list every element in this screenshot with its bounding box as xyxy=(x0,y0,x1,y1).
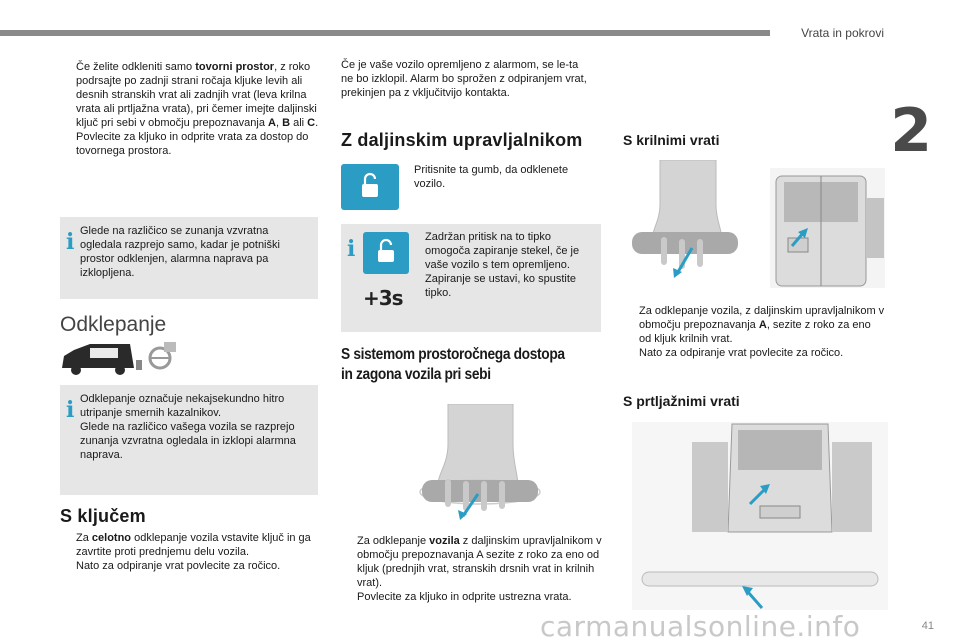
list-item: Pritisnite ta gumb, da odklenete vozilo. xyxy=(398,163,598,191)
keyless-section-title: S sistemom prostoročnega dostopa in zagona vozila pri sebi xyxy=(341,346,565,383)
info-icon: i xyxy=(66,397,75,423)
tailgate-title: S prtljažnimi vrati xyxy=(623,393,740,409)
bullet-icon xyxy=(60,559,76,573)
door-handle-illustration xyxy=(630,160,740,280)
wing-bullets xyxy=(623,304,885,360)
chapter-number: 2 xyxy=(890,96,932,166)
list-item: Povlecite za kljuko in odprite ustrezna vrata. xyxy=(341,590,603,604)
info-box-windows xyxy=(341,224,601,332)
bullet-icon xyxy=(623,304,639,346)
list-item: Za celotno odklepanje vozila vstavite ključ in ga zavrtite proti prednjemu delu vozila. xyxy=(60,531,320,559)
alarm-intro: Če je vaše vozilo opremljeno z alarmom, se le-ta ne bo izklopil. Alarm bo sprožen z odpiranjem vrat, prekinjen pa z vključitvijo kontakta. xyxy=(341,59,587,99)
bullet-icon xyxy=(60,130,76,158)
keyless-bullets xyxy=(341,534,603,604)
key-section-title: S ključem xyxy=(60,506,146,526)
section-title-odklepanje: Odklepanje xyxy=(60,313,167,336)
unlock-button-icon xyxy=(341,164,399,210)
list-item: Če želite odkleniti samo tovorni prostor, z roko podrsajte po zadnji strani ročaja kljuke levih ali desnih stranskih vrat ali zadnjih vrat (leva krilna vrata ali prtljažna vrata), pri čemer imejte daljinski ključ pri sebi v območju prepoznavanja A, B ali C. xyxy=(60,60,320,130)
page-number: 41 xyxy=(921,620,934,632)
bullet-icon xyxy=(341,534,357,590)
col1-top-bullets xyxy=(60,60,320,158)
info-box-unlock xyxy=(60,385,318,495)
list-item: Povlecite za kljuko in odprite vrata za dostop do tovornega prostora. xyxy=(60,130,320,158)
bullet-icon xyxy=(60,60,76,130)
wing-doors-title: S krilnimi vrati xyxy=(623,132,720,148)
list-item: Za odklepanje vozila z daljinskim upravljalnikom v območju prepoznavanja A sezite z roko za eno od kljuk (prednjih vrat, stranskih drsnih vrat in krilnih vrat). xyxy=(341,534,603,590)
rear-doors-illustration xyxy=(770,168,885,288)
info-icon: i xyxy=(347,236,356,262)
bullet-icon xyxy=(341,590,357,604)
tailgate-illustration xyxy=(632,422,888,610)
list-item: Za odklepanje vozila, z daljinskim upravljalnikom v območju prepoznavanja A, sezite z roko za eno od kljuk krilnih vrat. xyxy=(623,304,885,346)
info-text: Odklepanje označuje nekajsekundno hitro utripanje smernih kazalnikov. Glede na različico vašega vozila se razprejo zunanja vzvratna ogledala in izklopi alarmna naprava. xyxy=(80,393,296,461)
bullet-icon xyxy=(623,346,639,360)
list-item: Nato za odpiranje vrat povlecite za ročico. xyxy=(623,346,885,360)
bullet-icon xyxy=(398,163,414,191)
door-handle-illustration xyxy=(418,404,542,522)
unlock-button-icon xyxy=(363,232,409,274)
key-bullets xyxy=(60,531,320,573)
section-header: Vrata in pokrovi xyxy=(801,26,884,40)
info-text: Glede na različico se zunanja vzvratna ogledala razprejo samo, kadar je potniški prostor odklenjen, alarmna naprava pa izklopljena. xyxy=(80,225,280,279)
bullet-icon xyxy=(60,531,76,559)
list-item: Nato za odpiranje vrat povlecite za ročico. xyxy=(60,559,320,573)
info-text: Zadržan pritisk na to tipko omogoča zapiranje stekel, če je vaše vozilo s tem opremljeno. Zapiranje se ustavi, ko spustite tipko. xyxy=(425,231,580,299)
info-box-mirrors xyxy=(60,217,318,299)
header-rule xyxy=(0,30,770,36)
watermark: carmanualsonline.info xyxy=(540,610,861,643)
remote-section-title: Z daljinskim upravljalnikom xyxy=(341,130,583,150)
info-icon: i xyxy=(66,229,75,255)
hold-3s-label: +3s xyxy=(363,286,403,310)
car-silhouette-icon xyxy=(60,340,180,378)
